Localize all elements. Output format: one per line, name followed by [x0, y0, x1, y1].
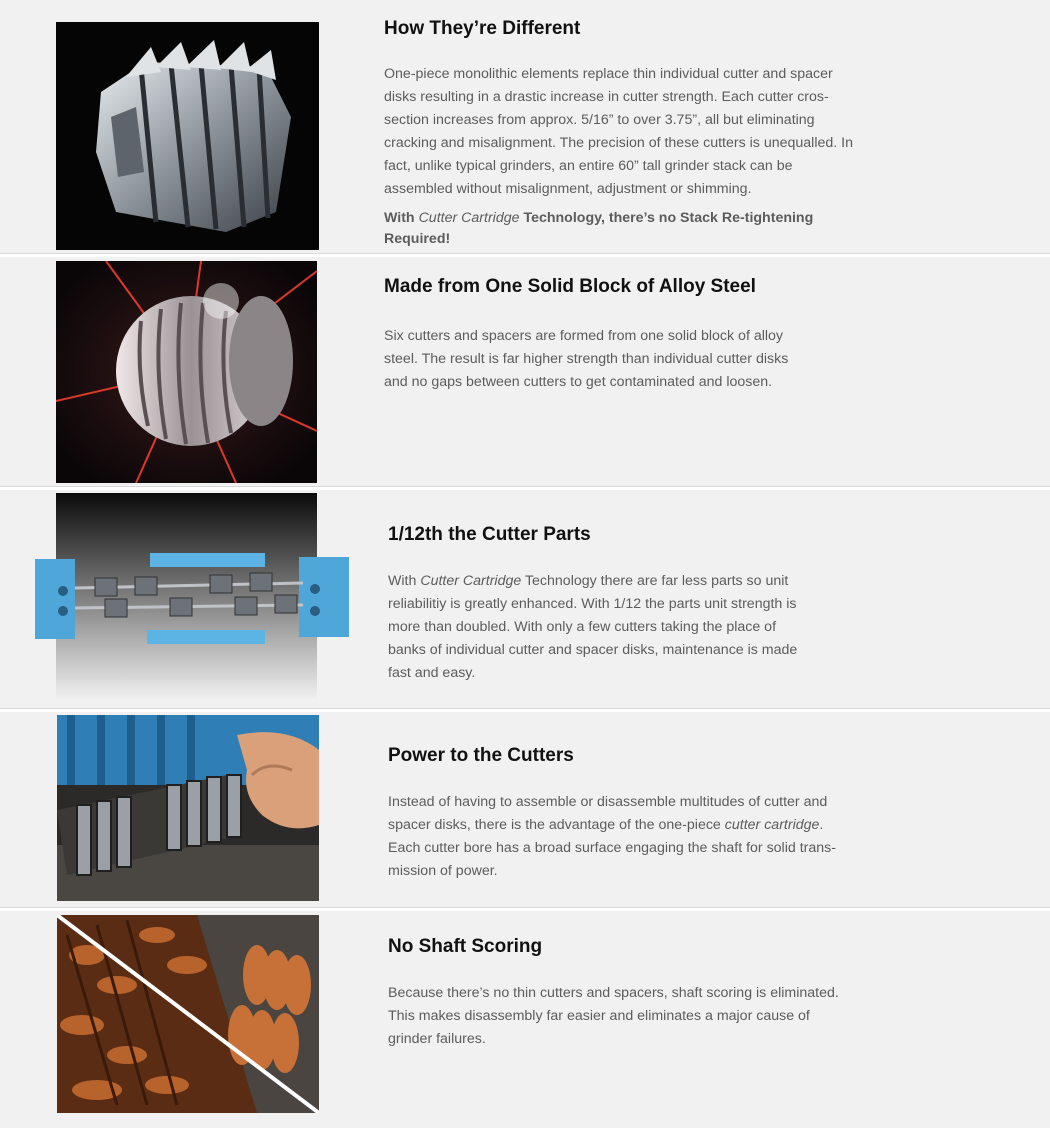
section-title: How They’re Different — [384, 18, 581, 39]
note-prefix: With — [384, 210, 415, 226]
rusty-vs-clean-shaft-icon — [57, 915, 319, 1113]
section-title: No Shaft Scoring — [388, 936, 543, 957]
section-body: One-piece monolithic elements replace thin individual cutter and spacer disks resulting in a drastic increase in cutter strength. Each cutter cros-section increases from approx. 5/16” to over 3.75”, all but eliminating cracking and misalignment. The precision of these cutters is unequalled. In fact, unlike typical grinders, an entire 60” tall grinder stack can be assembled without misalignment, adjustment or shimming. — [384, 66, 853, 197]
section-title: Made from One Solid Block of Alloy Steel — [384, 276, 756, 297]
body-emphasis: Cutter Cartridge — [420, 573, 522, 589]
exploded-cartridge-icon — [35, 493, 350, 700]
section-body: Because there’s no thin cutters and spacers, shaft scoring is eliminated. This makes disassembly far easier and eliminates a major cause of grinder failures. — [388, 985, 839, 1047]
note-suffix: Technology, there’s no Stack Re-tightening Required! — [384, 210, 814, 247]
section-power-cutters — [0, 712, 1050, 907]
body-prefix: With — [388, 573, 417, 589]
body-emphasis: cutter cartridge — [724, 817, 820, 833]
section-no-shaft-scoring — [0, 911, 1050, 1128]
monolithic-cutter-icon — [56, 22, 319, 250]
section-cutter-parts — [0, 490, 1050, 708]
glowing-cutter-block-icon — [56, 261, 317, 483]
body-suffix: . Each cutter bore has a broad surface engaging the shaft for solid trans-mission of power. — [388, 817, 836, 879]
hands-installing-cutter-icon — [57, 715, 319, 901]
section-title: 1/12th the Cutter Parts — [388, 524, 591, 545]
section-note — [384, 208, 844, 250]
section-solid-block — [0, 257, 1050, 486]
body-prefix: Instead of having to assemble or disassemble multitudes of cutter and spacer disks, there is the advantage of the one-piece — [388, 794, 828, 833]
body-suffix: Technology there are far less parts so unit reliabilitiy is greatly enhanced. With 1/12 the parts unit strength is more than doubled. With only a few cutters taking the place of banks of individual cutter and spacer disks, maintenance is made fast and easy. — [388, 573, 798, 681]
section-body — [388, 791, 850, 883]
note-emphasis: Cutter Cartridge — [418, 210, 520, 226]
section-title: Power to the Cutters — [388, 745, 574, 766]
section-how-different — [0, 0, 1050, 253]
section-body: Six cutters and spacers are formed from one solid block of alloy steel. The result is far higher strength than individual cutter disks and no gaps between cutters to get contaminated and loosen. — [384, 328, 789, 390]
section-body — [388, 570, 816, 685]
